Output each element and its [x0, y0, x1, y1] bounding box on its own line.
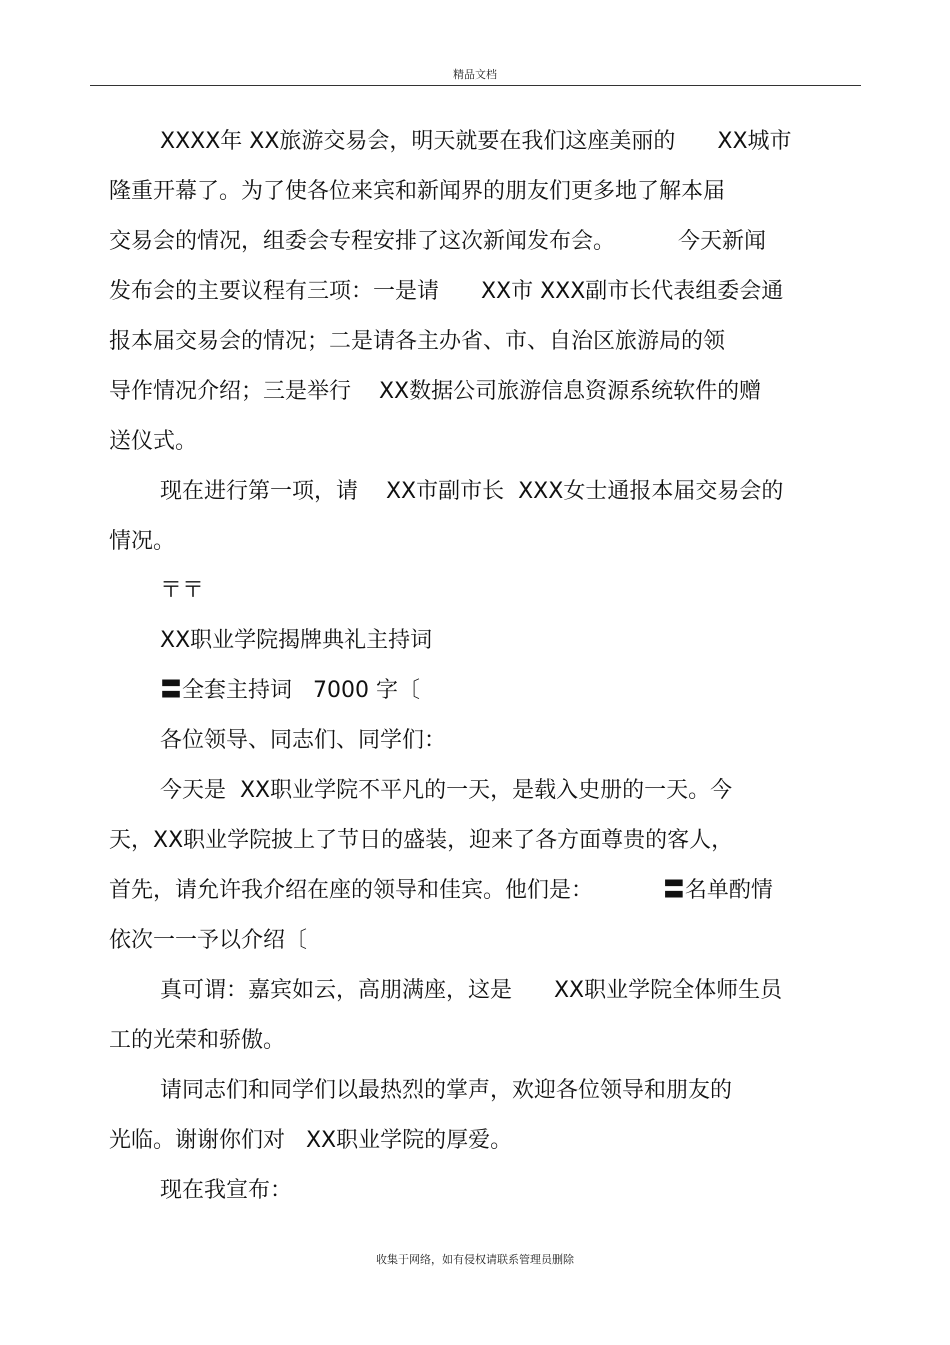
paragraph-line: 工的光荣和骄傲。 — [109, 1028, 286, 1053]
paragraph-line: 情况。 — [109, 529, 176, 554]
paragraph-line: XXXX年 XX旅游交易会，明天就要在我们这座美丽的 XX城市 — [160, 129, 792, 154]
paragraph-line: 依次一一予以介绍〔 — [109, 928, 308, 953]
paragraph-line: 发布会的主要议程有三项：一是请 XX市 XXX副市长代表组委会通 — [109, 279, 784, 304]
paragraph-line: 隆重开幕了。为了使各位来宾和新闻界的朋友们更多地了解本届 — [109, 179, 726, 204]
salutation: 各位领导、同志们、同学们： — [160, 728, 447, 753]
paragraph-line: 〓全套主持词 7000 字〔 — [160, 678, 420, 703]
paragraph-line: 光临。谢谢你们对 XX职业学院的厚爱。 — [109, 1128, 513, 1153]
paragraph-line: 请同志们和同学们以最热烈的掌声，欢迎各位领导和朋友的 — [160, 1078, 733, 1103]
paragraph-line: 真可谓：嘉宾如云，高朋满座，这是 XX职业学院全体师生员 — [160, 978, 783, 1003]
paragraph-line: 今天是 XX职业学院不平凡的一天，是载入史册的一天。今 — [160, 778, 733, 803]
paragraph-line: 报本届交易会的情况；二是请各主办省、市、自治区旅游局的领 — [109, 329, 726, 354]
paragraph-line: 首先，请允许我介绍在座的领导和佳宾。他们是： 〓名单酌情 — [109, 878, 773, 903]
section-title: XX职业学院揭牌典礼主持词 — [160, 628, 433, 653]
paragraph-line: 天，XX职业学院披上了节日的盛装，迎来了各方面尊贵的客人， — [109, 828, 734, 853]
paragraph-line: 〒〒 — [160, 578, 205, 603]
paragraph-line: 现在我宣布： — [160, 1178, 293, 1203]
paragraph-line: 导作情况介绍；三是举行 XX数据公司旅游信息资源系统软件的赠 — [109, 379, 762, 404]
paragraph-line: 现在进行第一项，请 XX市副市长 XXX女士通报本届交易会的 — [160, 479, 784, 504]
header-divider — [90, 85, 861, 86]
paragraph-line: 交易会的情况，组委会专程安排了这次新闻发布会。 今天新闻 — [109, 229, 766, 254]
page-footer: 收集于网络，如有侵权请联系管理员删除 — [376, 1253, 574, 1266]
paragraph-line: 送仪式。 — [109, 429, 198, 454]
page-header: 精品文档 — [453, 68, 497, 81]
